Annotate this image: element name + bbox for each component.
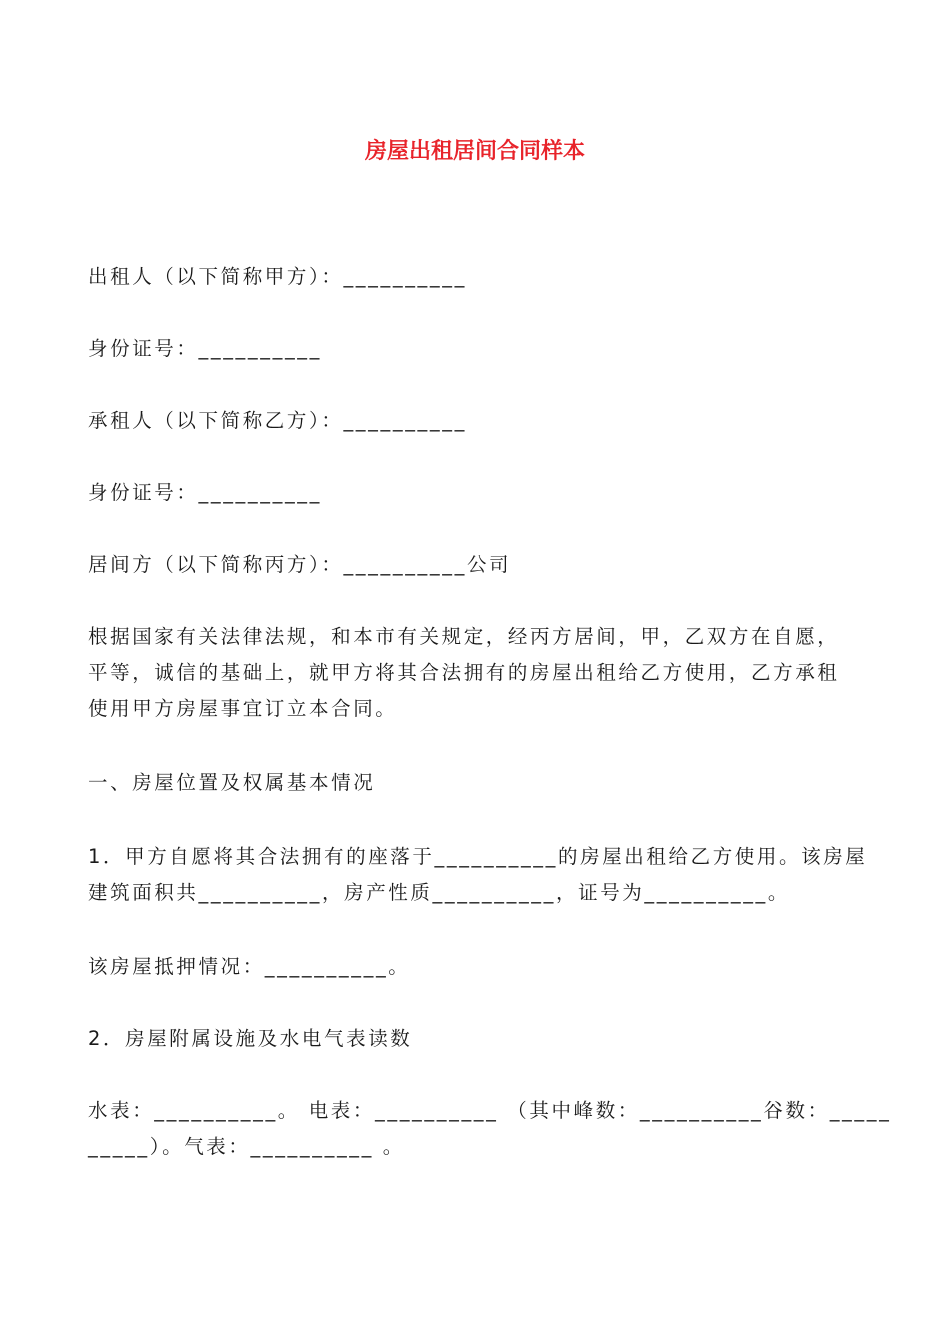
clause-1-paragraph bbox=[88, 839, 868, 911]
meters-line: _____）。气表：__________ 。 bbox=[88, 1135, 405, 1158]
lessor-line: 出租人（以下简称甲方）：__________ bbox=[88, 265, 467, 288]
clause-line: 1．甲方自愿将其合法拥有的座落于__________的房屋出租给乙方使用。该房屋 bbox=[88, 845, 868, 868]
lessor-id-line: 身份证号：__________ bbox=[88, 337, 322, 360]
section-heading: 一、房屋位置及权属基本情况 bbox=[88, 771, 376, 794]
intro-line: 根据国家有关法律法规，和本市有关规定，经丙方居间，甲，乙双方在自愿， bbox=[88, 625, 840, 648]
agent-line: 居间方（以下简称丙方）：__________公司 bbox=[88, 553, 512, 576]
lessee-line: 承租人（以下简称乙方）：__________ bbox=[88, 409, 467, 432]
mortgage-line: 该房屋抵押情况：__________。 bbox=[88, 955, 411, 978]
meters-paragraph bbox=[88, 1093, 892, 1165]
document-title: 房屋出租居间合同样本 bbox=[364, 139, 585, 164]
meters-line: 水表：__________。 电表：__________ （其中峰数：__________谷数：_____ bbox=[88, 1099, 892, 1122]
intro-line: 平等，诚信的基础上，就甲方将其合法拥有的房屋出租给乙方使用，乙方承租 bbox=[88, 661, 840, 684]
clause-line: 建筑面积共__________，房产性质__________，证号为__________。 bbox=[88, 881, 790, 904]
lessee-id-line: 身份证号：__________ bbox=[88, 481, 322, 504]
intro-line: 使用甲方房屋事宜订立本合同。 bbox=[88, 697, 398, 720]
clause-2-heading: 2．房屋附属设施及水电气表读数 bbox=[88, 1027, 413, 1050]
intro-paragraph bbox=[88, 619, 868, 727]
